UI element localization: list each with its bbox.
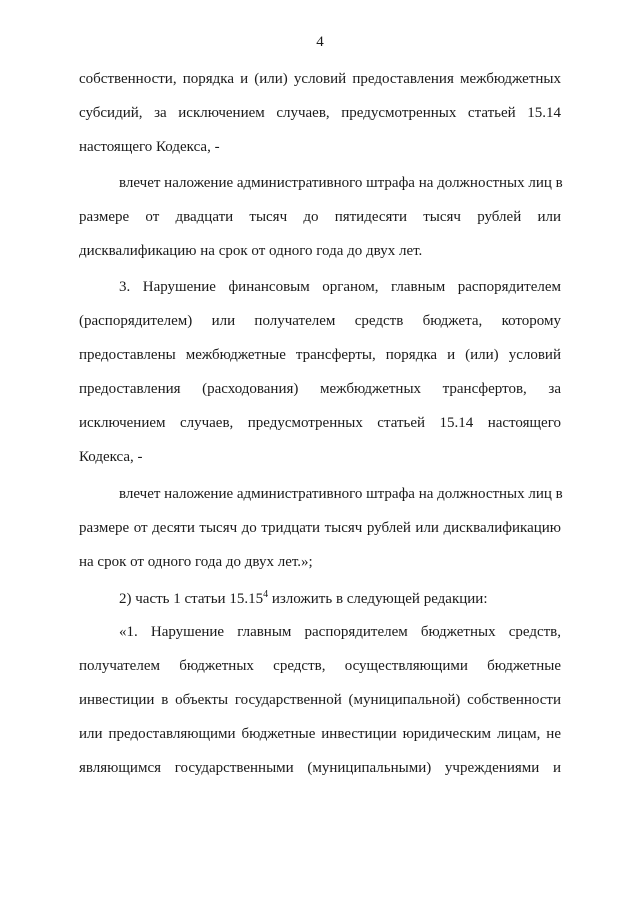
text-line: являющимся государственными (муниципальными) учреждениями и (79, 760, 561, 776)
text-line: 3. Нарушение финансовым органом, главным распорядителем (119, 279, 561, 295)
text-line: инвестиции в объекты государственной (муниципальной) собственности (79, 692, 561, 708)
text-line: влечет наложение административного штрафа на должностных лиц в (119, 486, 563, 502)
paragraph-item-2 (79, 582, 561, 616)
text-line: собственности, порядка и (или) условий предоставления межбюджетных (79, 71, 561, 87)
text-line: исключением случаев, предусмотренных статьей 15.14 настоящего (79, 415, 561, 431)
text-line: настоящего Кодекса, - (79, 139, 220, 155)
article-superscript: 4 (263, 589, 269, 600)
line-text: 2) часть 1 статьи 15.15 (119, 591, 264, 607)
paragraph-penalty-2 (79, 477, 561, 579)
text-line: получателем бюджетных средств, осуществляющими бюджетные (79, 658, 561, 674)
paragraph-penalty-1 (79, 166, 561, 268)
text-line: на срок от одного года до двух лет.»; (79, 554, 313, 570)
paragraph-clause-3 (79, 270, 561, 474)
text-line (79, 582, 561, 616)
text-line: влечет наложение административного штрафа на должностных лиц в (119, 175, 563, 191)
text-line: или предоставляющими бюджетные инвестиции юридическим лицам, не (79, 726, 561, 742)
paragraph-para-continuation (79, 62, 561, 164)
text-line: «1. Нарушение главным распорядителем бюджетных средств, (119, 624, 561, 640)
paragraph-clause-1-new (79, 615, 561, 785)
text-line: предоставлены межбюджетные трансферты, порядка и (или) условий (79, 347, 561, 363)
text-line: дисквалификацию на срок от одного года до двух лет. (79, 243, 423, 259)
text-line: (распорядителем) или получателем средств бюджета, которому (79, 313, 561, 329)
text-line: размере от десяти тысяч до тридцати тысяч рублей или дисквалификацию (79, 520, 561, 536)
text-line: размере от двадцати тысяч до пятидесяти тысяч рублей или (79, 209, 561, 225)
line-text-after: изложить в следующей редакции: (268, 591, 488, 607)
text-line: Кодекса, - (79, 449, 143, 465)
page-number: 4 (316, 34, 324, 50)
text-line: субсидий, за исключением случаев, предусмотренных статьей 15.14 (79, 105, 561, 121)
text-line: предоставления (расходования) межбюджетных трансфертов, за (79, 381, 561, 397)
